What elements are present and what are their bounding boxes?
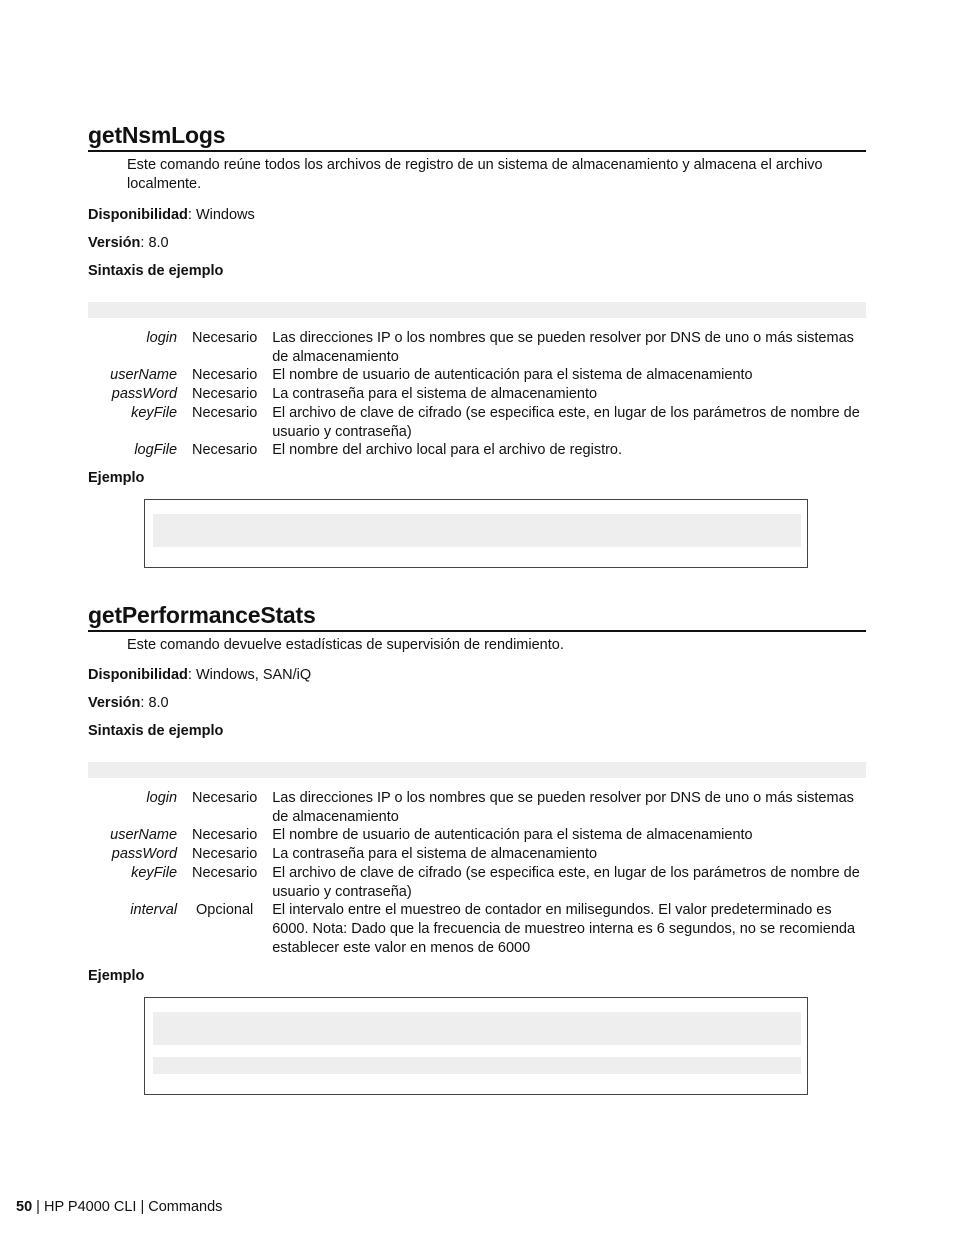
example-label: Ejemplo [88,470,145,486]
example-code-line [153,1057,801,1074]
param-description: La contraseña para el sistema de almacenamiento [272,846,598,863]
param-required: Necesario [192,442,258,459]
section-title: getNsmLogs [88,120,866,152]
param-description: El intervalo entre el muestreo de contador en milisegundos. El valor predeterminado es 6000. Nota: Dado que la frecuencia de muestreo interna es 6 segundos, no se recomienda establecer este valor en menos de 6000 [272,902,856,956]
param-name: userName [110,367,178,384]
availability-label: Disponibilidad [88,207,188,223]
example-code-line [153,1012,801,1045]
param-name: login [146,790,178,806]
section-getnsmlogs [88,120,866,570]
param-name: login [146,330,178,346]
param-row [88,385,866,404]
param-required: Necesario [192,846,258,863]
syntax-heading [88,722,223,741]
syntax-label: Sintaxis de ejemplo [88,263,224,279]
param-required: Necesario [192,330,258,346]
param-description: El nombre del archivo local para el archivo de registro. [272,442,623,459]
param-row [88,901,866,957]
page-number: 50 [16,1199,33,1215]
params-table [88,789,866,957]
syntax-heading [88,262,223,281]
example-heading [88,967,144,986]
availability-value: Windows, SAN/iQ [195,667,312,683]
version-label: Versión [88,695,141,711]
version-value: 8.0 [148,695,169,711]
param-required: Necesario [192,790,258,806]
example-box [144,997,808,1095]
syntax-code-block [88,302,866,318]
param-description: Las direcciones IP o los nombres que se pueden resolver por DNS de uno o más sistemas de almacenamiento [272,330,854,365]
section-title: getPerformanceStats [88,600,866,632]
section-description: Este comando reúne todos los archivos de registro de un sistema de almacenamiento y almacena el archivo localmente. [127,157,823,192]
param-name: interval [130,902,178,919]
param-description: La contraseña para el sistema de almacenamiento [272,386,598,403]
param-row [88,789,866,826]
footer-product: HP P4000 CLI [43,1199,137,1215]
param-description: El archivo de clave de cifrado (se especifica este, en lugar de los parámetros de nombre de usuario y contraseña) [272,404,860,440]
param-row [88,441,866,460]
version-line: Versión: 8.0 [88,695,169,711]
param-name: keyFile [131,864,178,881]
syntax-label: Sintaxis de ejemplo [88,723,224,739]
params-table [88,329,866,460]
syntax-code-block [88,762,866,778]
version-line: Versión: 8.0 [88,235,169,251]
availability-line: Disponibilidad: Windows, SAN/iQ [88,667,312,683]
footer-separator: | [36,1199,40,1215]
param-required: Necesario [192,386,258,403]
param-name: logFile [134,442,178,459]
version-label: Versión [88,235,141,251]
param-description: El nombre de usuario de autenticación para el sistema de almacenamiento [272,367,753,384]
example-label: Ejemplo [88,968,145,984]
param-required: Opcional [196,902,254,919]
example-code-line [153,514,801,547]
param-row [88,864,866,901]
example-box [144,499,808,568]
section-getperformancestats [88,600,866,1100]
availability-value: Windows [195,207,255,223]
page-footer [16,1197,222,1217]
example-heading [88,469,144,488]
param-name: userName [110,827,178,844]
param-row [88,826,866,845]
param-name: keyFile [131,404,178,421]
param-row [88,366,866,385]
footer-separator: | [140,1199,145,1215]
param-description: El archivo de clave de cifrado (se especifica este, en lugar de los parámetros de nombre de usuario y contraseña) [272,864,860,900]
availability-line: Disponibilidad: Windows [88,207,255,223]
param-description: Las direcciones IP o los nombres que se pueden resolver por DNS de uno o más sistemas de almacenamiento [272,790,854,825]
footer-chapter: Commands [148,1199,223,1215]
version-value: 8.0 [148,235,169,251]
param-name: passWord [111,846,178,863]
param-required: Necesario [192,367,258,384]
param-row [88,845,866,864]
param-row [88,329,866,366]
param-required: Necesario [192,404,258,421]
param-name: passWord [111,386,178,403]
param-required: Necesario [192,827,258,844]
param-row [88,404,866,441]
availability-label: Disponibilidad [88,667,188,683]
param-required: Necesario [192,864,258,881]
param-description: El nombre de usuario de autenticación para el sistema de almacenamiento [272,827,753,844]
section-description: Este comando devuelve estadísticas de supervisión de rendimiento. [127,637,564,653]
